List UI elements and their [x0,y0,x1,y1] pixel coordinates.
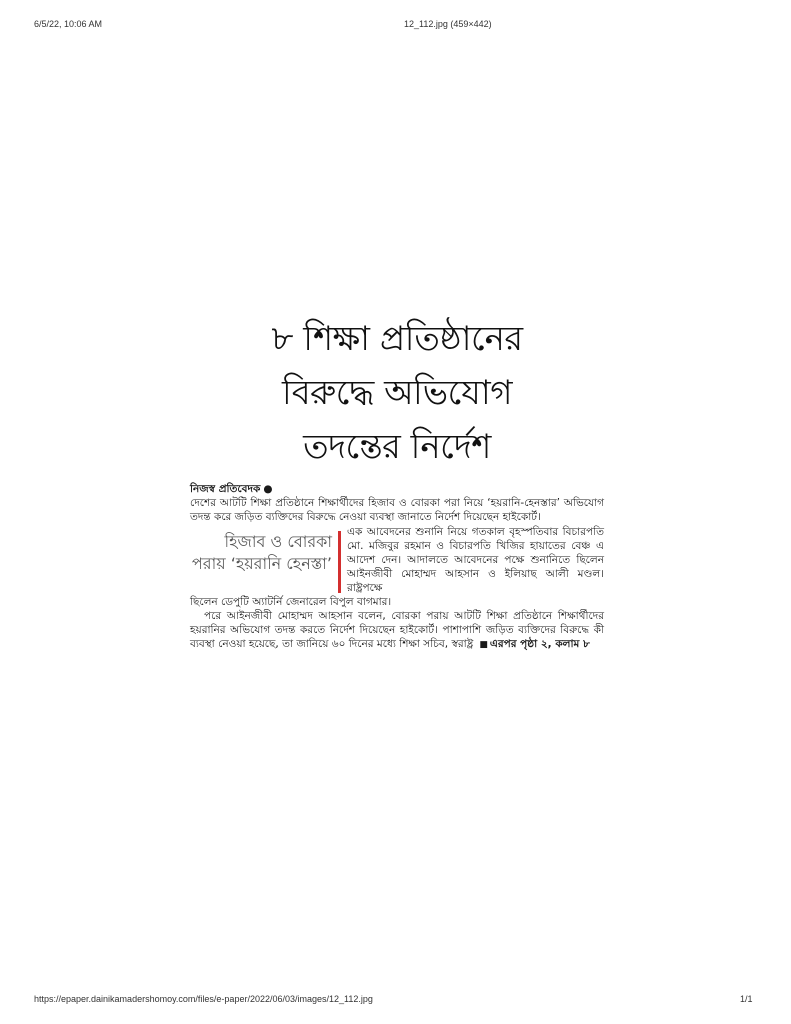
pull-quote-row [190,525,604,595]
print-page-number: 1/1 [740,994,753,1004]
paragraph-1-top: দেশের আটটি শিক্ষা প্রতিষ্ঠানে শিক্ষার্থীদের হিজাব ও বোরকা পরা নিয়ে ‘হয়রানি-হেনস্তার’ অভিযোগ তদন্ত করে জড়িত ব্যক্তিদের বিরুদ্ধে নেওয়া ব্যবস্থা জানাতে নির্দেশ দিয়েছেন হাইকোর্ট। [190,497,604,523]
print-date: 6/5/22, 10:06 AM [34,19,103,29]
byline [190,482,604,496]
print-title: 12_112.jpg (459×442) [404,19,492,29]
paragraph-1-end: ছিলেন ডেপুটি অ্যাটর্নি জেনারেল বিপুল বাগমার। [190,596,392,608]
paragraph-2-text: পরে আইনজীবী মোহাম্মদ আহসান বলেন, বোরকা পরায় আটটি শিক্ষা প্রতিষ্ঠানে শিক্ষার্থীদের হয়রানির অভিযোগ তদন্ত করতে নির্দেশ দিয়েছেন হাইকোর্ট। পাশাপাশি জড়িত ব্যক্তিদের বিরুদ্ধে কী ব্যবস্থা নেওয়া হয়েছে, তা জানিয়ে ৬০ দিনের মধ্যে শিক্ষা সচিব, স্বরাষ্ট্র [190,610,604,650]
headline-line-3: তদন্তের নির্দেশ [303,427,491,467]
pull-quote: হিজাব ও বোরকা পরায় ‘হয়রানি হেনস্তা’ [191,532,332,573]
headline-line-1: ৮ শিক্ষা প্রতিষ্ঠানের [271,319,523,359]
print-url: https://epaper.dainikamadershomoy.com/files/e-paper/2022/06/03/images/12_112.jpg [34,994,373,1004]
byline-text: নিজস্ব প্রতিবেদক [190,483,261,495]
paragraph-1-wrap: এক আবেদনের শুনানি নিয়ে গতকাল বৃহস্পতিবার বিচারপতি মো. মজিবুর রহমান ও বিচারপতি খিজির হায়াতের বেঞ্চ এ আদেশ দেন। আদালতে আবেদনের পক্ষে শুনানিতে ছিলেন আইনজীবী মোহাম্মদ আহসান ও ইলিয়াছ আলী মণ্ডল। রাষ্ট্রপক্ষে [347,526,604,594]
headline [190,312,604,474]
jump-marker-icon: ■ [479,640,488,650]
article-body [190,496,604,652]
headline-line-2: বিরুদ্ধে অভিযোগ [281,373,513,413]
news-clipping [190,312,604,724]
jump-text: এরপর পৃষ্ঠা ২, কলাম ৮ [489,638,590,650]
byline-marker: ● [263,483,273,495]
paragraph-2 [190,609,604,652]
continuation-jump [479,638,590,650]
pull-quote-bar [338,531,341,593]
